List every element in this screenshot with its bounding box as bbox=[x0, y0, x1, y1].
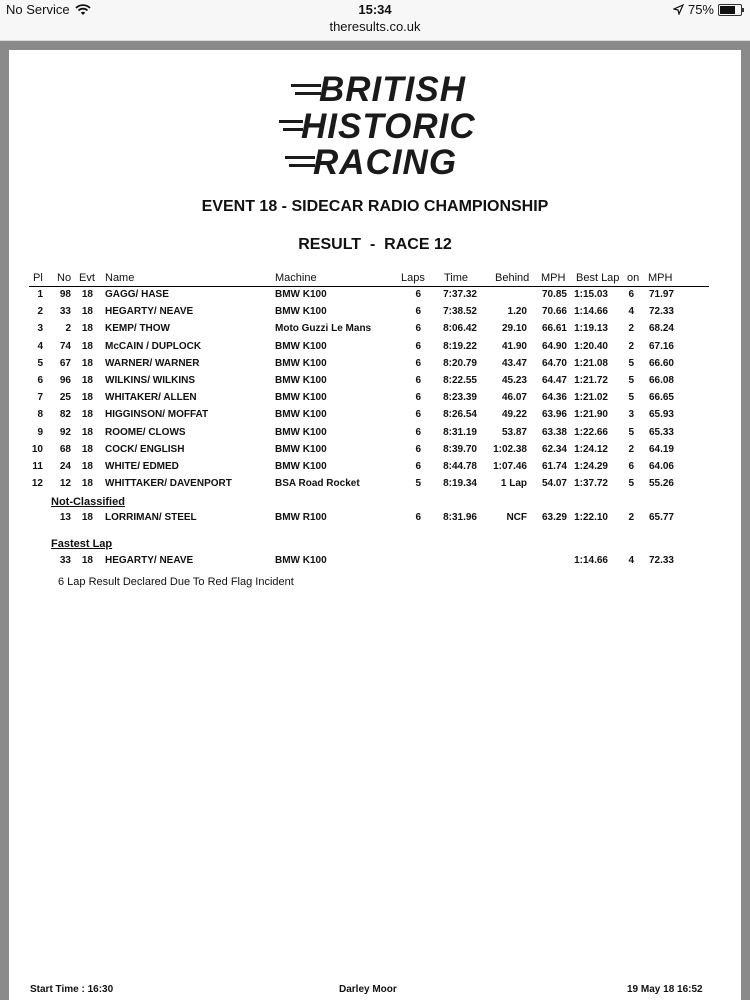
cell-no: 13 bbox=[59, 512, 71, 523]
cell-time: 7:37.32 bbox=[443, 289, 477, 300]
cell-name: HIGGINSON/ MOFFAT bbox=[105, 409, 209, 421]
cell-best-mph: 55.26 bbox=[648, 478, 674, 490]
cell-machine: BMW K100 bbox=[275, 357, 327, 369]
cell-best-mph: 65.33 bbox=[648, 426, 674, 438]
cell-time: 8:22.55 bbox=[443, 375, 477, 386]
cell-pl: 2 bbox=[37, 306, 43, 318]
cell-best-mph: 64.19 bbox=[648, 443, 674, 455]
cell-evt: 18 bbox=[81, 357, 93, 369]
table-row bbox=[9, 476, 741, 493]
cell-best-mph: 65.93 bbox=[648, 409, 674, 421]
logo-line-2: HISTORIC bbox=[301, 107, 476, 146]
cell-best-mph: 65.77 bbox=[648, 512, 674, 523]
table-row bbox=[9, 459, 741, 476]
cell-best-lap: 1:21.90 bbox=[574, 409, 608, 421]
header-mph: MPH bbox=[541, 272, 566, 284]
cell-on: 2 bbox=[628, 340, 634, 352]
cell-best-mph: 68.24 bbox=[648, 323, 674, 335]
carrier-label: No Service bbox=[6, 2, 70, 17]
cell-name: GAGG/ HASE bbox=[105, 289, 169, 300]
cell-best-mph: 66.65 bbox=[648, 392, 674, 404]
cell-best-lap: 1:21.72 bbox=[574, 375, 608, 386]
cell-no: 98 bbox=[59, 289, 71, 300]
cell-pl: 7 bbox=[37, 392, 43, 404]
cell-best-mph: 67.16 bbox=[648, 340, 674, 352]
cell-no: 74 bbox=[59, 340, 71, 352]
cell-time: 8:31.19 bbox=[443, 426, 477, 438]
cell-best-lap: 1:14.66 bbox=[574, 306, 608, 318]
cell-best-lap: 1:15.03 bbox=[574, 289, 608, 300]
table-row bbox=[9, 390, 741, 407]
cell-name: LORRIMAN/ STEEL bbox=[105, 512, 197, 523]
cell-mph: 63.96 bbox=[541, 409, 567, 421]
cell-time: 8:19.22 bbox=[443, 340, 477, 352]
location-arrow-icon bbox=[673, 4, 684, 15]
header-on: on bbox=[627, 272, 640, 284]
cell-best-lap: 1:20.40 bbox=[574, 340, 608, 352]
cell-mph: 61.74 bbox=[541, 461, 567, 472]
header-machine: Machine bbox=[275, 272, 317, 284]
cell-best-mph: 72.33 bbox=[648, 306, 674, 318]
cell-evt: 18 bbox=[81, 409, 93, 421]
cell-time: 8:26.54 bbox=[443, 409, 477, 421]
table-row bbox=[9, 442, 741, 459]
table-row bbox=[9, 339, 741, 356]
cell-behind: 1:02.38 bbox=[493, 443, 527, 455]
cell-laps: 6 bbox=[415, 461, 421, 472]
table-row bbox=[9, 373, 741, 390]
results-document bbox=[9, 50, 741, 1000]
cell-on: 2 bbox=[628, 512, 634, 523]
cell-pl: 4 bbox=[37, 340, 43, 352]
cell-time: 8:06.42 bbox=[443, 323, 477, 335]
cell-mph: 54.07 bbox=[541, 478, 567, 490]
cell-machine: BMW K100 bbox=[275, 555, 327, 566]
cell-behind: 1:07.46 bbox=[493, 461, 527, 472]
cell-pl: 9 bbox=[37, 426, 43, 438]
cell-no: 2 bbox=[65, 323, 71, 335]
clock: 15:34 bbox=[358, 2, 392, 17]
cell-on: 4 bbox=[628, 306, 634, 318]
cell-evt: 18 bbox=[81, 306, 93, 318]
header-time: Time bbox=[444, 272, 469, 284]
cell-laps: 5 bbox=[415, 478, 421, 490]
table-row bbox=[9, 304, 741, 321]
cell-no: 96 bbox=[59, 375, 71, 386]
cell-best-mph: 72.33 bbox=[648, 555, 674, 566]
cell-no: 25 bbox=[59, 392, 71, 404]
cell-laps: 6 bbox=[415, 375, 421, 386]
cell-mph: 63.29 bbox=[541, 512, 567, 523]
cell-on: 5 bbox=[628, 478, 634, 490]
cell-no: 33 bbox=[59, 306, 71, 318]
cell-best-mph: 66.60 bbox=[648, 357, 674, 369]
cell-on: 3 bbox=[628, 409, 634, 421]
cell-no: 24 bbox=[59, 461, 71, 472]
cell-behind: NCF bbox=[506, 512, 527, 523]
cell-laps: 6 bbox=[415, 340, 421, 352]
cell-evt: 18 bbox=[81, 426, 93, 438]
cell-on: 2 bbox=[628, 443, 634, 455]
cell-machine: BMW K100 bbox=[275, 443, 327, 455]
cell-machine: BMW K100 bbox=[275, 289, 327, 300]
cell-mph: 63.38 bbox=[541, 426, 567, 438]
cell-on: 5 bbox=[628, 375, 634, 386]
header-pl: Pl bbox=[33, 272, 43, 284]
cell-best-lap: 1:37.72 bbox=[574, 478, 608, 490]
cell-best-mph: 64.06 bbox=[648, 461, 674, 472]
cell-time: 8:23.39 bbox=[443, 392, 477, 404]
cell-name: COCK/ ENGLISH bbox=[105, 443, 185, 455]
header-best-lap: Best Lap bbox=[576, 272, 620, 284]
cell-name: HEGARTY/ NEAVE bbox=[105, 306, 194, 318]
cell-on: 2 bbox=[628, 323, 634, 335]
cell-evt: 18 bbox=[81, 323, 93, 335]
cell-no: 12 bbox=[59, 478, 71, 490]
cell-machine: BMW K100 bbox=[275, 392, 327, 404]
header-laps: Laps bbox=[401, 272, 425, 284]
cell-machine: BMW K100 bbox=[275, 461, 327, 472]
red-flag-note: 6 Lap Result Declared Due To Red Flag Incident bbox=[58, 576, 294, 588]
header-evt: Evt bbox=[79, 272, 95, 284]
cell-mph: 70.85 bbox=[541, 289, 567, 300]
cell-name: ROOME/ CLOWS bbox=[105, 426, 186, 438]
cell-behind: 1 Lap bbox=[500, 478, 527, 490]
footer-venue: Darley Moor bbox=[339, 984, 397, 995]
cell-on: 5 bbox=[628, 392, 634, 404]
cell-no: 68 bbox=[59, 443, 71, 455]
cell-machine: BSA Road Rocket bbox=[275, 478, 360, 490]
table-row bbox=[9, 321, 741, 338]
cell-laps: 6 bbox=[415, 392, 421, 404]
cell-evt: 18 bbox=[81, 340, 93, 352]
cell-best-lap: 1:24.12 bbox=[574, 443, 608, 455]
cell-pl: 12 bbox=[31, 478, 43, 490]
url-bar[interactable]: theresults.co.uk bbox=[329, 19, 421, 34]
table-row bbox=[9, 407, 741, 424]
cell-behind: 1.20 bbox=[507, 306, 527, 318]
table-row bbox=[9, 425, 741, 442]
cell-evt: 18 bbox=[81, 512, 93, 523]
cell-machine: Moto Guzzi Le Mans bbox=[275, 323, 372, 335]
cell-no: 67 bbox=[59, 357, 71, 369]
fastest-lap-row bbox=[9, 553, 741, 570]
cell-on: 5 bbox=[628, 357, 634, 369]
cell-pl: 8 bbox=[37, 409, 43, 421]
cell-on: 4 bbox=[628, 555, 634, 566]
cell-name: WHITE/ EDMED bbox=[105, 461, 179, 472]
cell-mph: 62.34 bbox=[541, 443, 567, 455]
cell-behind: 53.87 bbox=[501, 426, 527, 438]
cell-name: WHITTAKER/ DAVENPORT bbox=[105, 478, 232, 490]
battery-percent: 75% bbox=[687, 2, 714, 17]
cell-best-mph: 71.97 bbox=[648, 289, 674, 300]
cell-pl: 6 bbox=[37, 375, 43, 386]
cell-laps: 6 bbox=[415, 323, 421, 335]
cell-machine: BMW K100 bbox=[275, 340, 327, 352]
cell-pl: 10 bbox=[31, 443, 43, 455]
cell-laps: 6 bbox=[415, 426, 421, 438]
cell-no: 82 bbox=[59, 409, 71, 421]
footer-start-time: Start Time : 16:30 bbox=[30, 984, 114, 995]
cell-mph: 64.90 bbox=[541, 340, 567, 352]
results-header bbox=[9, 270, 741, 287]
cell-evt: 18 bbox=[81, 461, 93, 472]
cell-name: WILKINS/ WILKINS bbox=[105, 375, 195, 386]
cell-best-mph: 66.08 bbox=[648, 375, 674, 386]
cell-evt: 18 bbox=[81, 478, 93, 490]
cell-laps: 6 bbox=[415, 409, 421, 421]
cell-name: KEMP/ THOW bbox=[105, 323, 170, 335]
status-bar bbox=[0, 0, 750, 41]
cell-name: McCAIN / DUPLOCK bbox=[105, 340, 202, 352]
cell-evt: 18 bbox=[81, 555, 93, 566]
not-classified-row bbox=[9, 510, 741, 527]
cell-machine: BMW R100 bbox=[275, 512, 327, 523]
cell-mph: 70.66 bbox=[541, 306, 567, 318]
system-status bbox=[673, 2, 742, 17]
cell-name: WARNER/ WARNER bbox=[105, 357, 200, 369]
cell-best-lap: 1:24.29 bbox=[574, 461, 608, 472]
cell-behind: 29.10 bbox=[501, 323, 527, 335]
cell-time: 8:20.79 bbox=[443, 357, 477, 369]
cell-time: 8:44.78 bbox=[443, 461, 477, 472]
cell-mph: 66.61 bbox=[541, 323, 567, 335]
cell-behind: 49.22 bbox=[501, 409, 527, 421]
footer-date: 19 May 18 16:52 bbox=[627, 984, 703, 995]
cell-time: 8:39.70 bbox=[443, 443, 477, 455]
cell-best-lap: 1:14.66 bbox=[574, 555, 608, 566]
cell-time: 7:38.52 bbox=[443, 306, 477, 318]
cell-machine: BMW K100 bbox=[275, 375, 327, 386]
cell-name: WHITAKER/ ALLEN bbox=[105, 392, 197, 404]
cell-evt: 18 bbox=[81, 289, 93, 300]
cell-pl: 3 bbox=[37, 323, 43, 335]
cell-pl: 11 bbox=[32, 461, 43, 472]
header-best-mph: MPH bbox=[648, 272, 673, 284]
logo-line-3: RACING bbox=[313, 143, 458, 182]
cell-on: 5 bbox=[628, 426, 634, 438]
cell-machine: BMW K100 bbox=[275, 409, 327, 421]
cell-best-lap: 1:22.10 bbox=[574, 512, 608, 523]
cell-behind: 43.47 bbox=[501, 357, 527, 369]
cell-best-lap: 1:21.08 bbox=[574, 357, 608, 369]
cell-machine: BMW K100 bbox=[275, 306, 327, 318]
cell-mph: 64.47 bbox=[541, 375, 567, 386]
cell-best-lap: 1:22.66 bbox=[574, 426, 608, 438]
cell-on: 6 bbox=[628, 461, 634, 472]
cell-best-lap: 1:19.13 bbox=[574, 323, 608, 335]
table-row bbox=[9, 356, 741, 373]
cell-laps: 6 bbox=[415, 289, 421, 300]
logo-line-1: BRITISH bbox=[319, 70, 466, 109]
cell-evt: 18 bbox=[81, 443, 93, 455]
fastest-lap-heading: Fastest Lap bbox=[51, 538, 113, 550]
cell-evt: 18 bbox=[81, 392, 93, 404]
cell-on: 6 bbox=[628, 289, 634, 300]
cell-name: HEGARTY/ NEAVE bbox=[105, 555, 194, 566]
cell-evt: 18 bbox=[81, 375, 93, 386]
cell-no: 92 bbox=[59, 426, 71, 438]
not-classified-heading: Not-Classified bbox=[51, 496, 125, 508]
cell-behind: 46.07 bbox=[501, 392, 527, 404]
cell-behind: 45.23 bbox=[501, 375, 527, 386]
cell-best-lap: 1:21.02 bbox=[574, 392, 608, 404]
cell-time: 8:31.96 bbox=[443, 512, 477, 523]
cell-laps: 6 bbox=[415, 512, 421, 523]
cell-time: 8:19.34 bbox=[443, 478, 477, 490]
table-row bbox=[9, 287, 741, 304]
cell-pl: 5 bbox=[37, 357, 43, 369]
cell-behind: 41.90 bbox=[501, 340, 527, 352]
cell-laps: 6 bbox=[415, 306, 421, 318]
battery-icon bbox=[718, 4, 742, 16]
british-historic-racing-logo bbox=[279, 72, 479, 182]
cell-laps: 6 bbox=[415, 443, 421, 455]
header-behind: Behind bbox=[495, 272, 530, 284]
cell-pl: 1 bbox=[37, 289, 43, 300]
cell-laps: 6 bbox=[415, 357, 421, 369]
cell-mph: 64.70 bbox=[541, 357, 567, 369]
header-name: Name bbox=[105, 272, 135, 284]
cell-machine: BMW K100 bbox=[275, 426, 327, 438]
cell-mph: 64.36 bbox=[541, 392, 567, 404]
race-title: RESULT - RACE 12 bbox=[298, 236, 452, 253]
cell-no: 33 bbox=[59, 555, 71, 566]
event-title: EVENT 18 - SIDECAR RADIO CHAMPIONSHIP bbox=[201, 198, 549, 215]
header-no: No bbox=[57, 272, 72, 284]
